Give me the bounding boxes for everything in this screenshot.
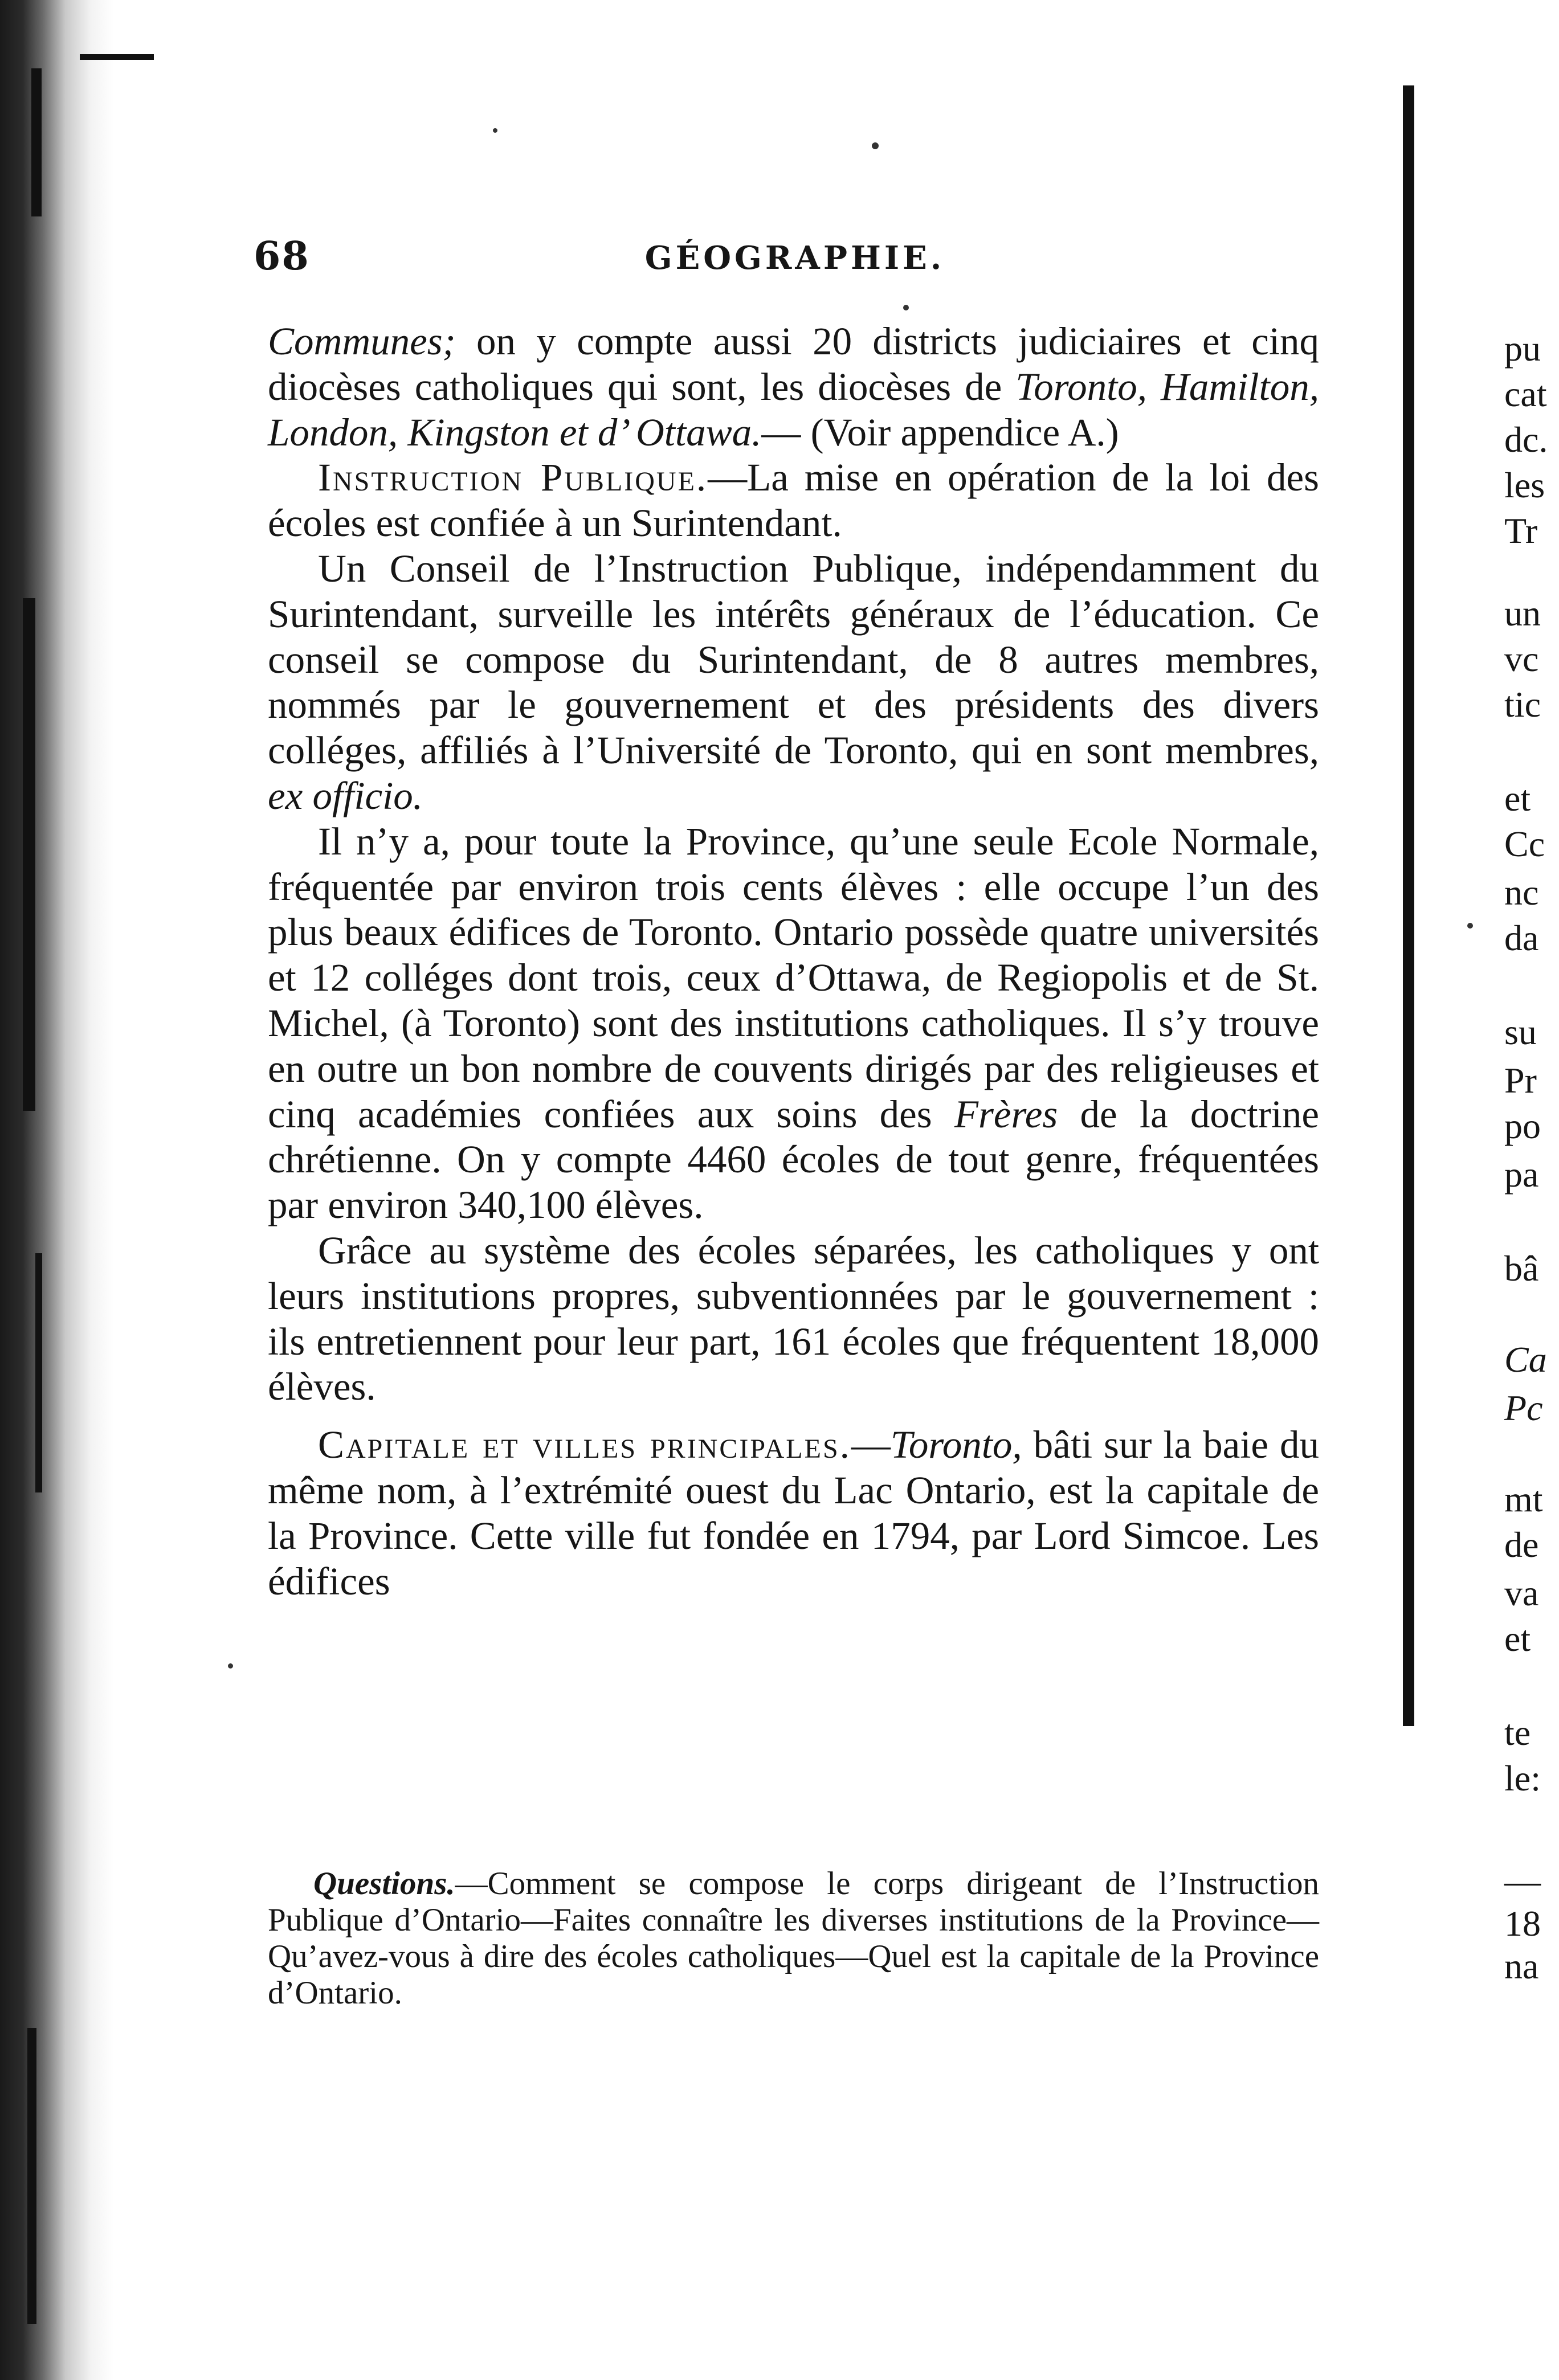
- paragraph-text: Il n’y a, pour toute la Province, qu’une seule Ecole Normale, fréquentée par environ trois cents élèves : elle occupe l’un des plus beaux édifices de Toronto. Ontario possède quatre universités et 12 colléges dont trois, ceux d’Ottawa, de Regiopolis et de St. Michel, (à Toronto) sont des institutions catholiques. Il s’y trouve en outre un bon nombre de couvents dirigés par des religieuses et cinq académies confiées aux soins des: [268, 819, 1319, 1136]
- paragraph-text: Grâce au système des écoles séparées, les catholiques y ont leurs institutions propres, subventionnées par le gouvernement : ils entretiennent pour leur part, 161 écoles que fréquentent 18,000 élèves.: [268, 1228, 1319, 1409]
- italic-term: Communes;: [268, 320, 456, 363]
- section-heading: Capitale et villes principales.: [318, 1423, 851, 1467]
- binding-mark: [35, 1253, 42, 1492]
- facing-fragment: pa: [1504, 1154, 1539, 1195]
- facing-fragment: pu: [1504, 328, 1541, 369]
- facing-fragment: te: [1504, 1712, 1531, 1753]
- paragraph-text: on y compte aussi 20 districts judiciaires et cinq diocèses catholiques qui sont, les diocèses de: [268, 320, 1319, 408]
- facing-fragment: nc: [1504, 872, 1539, 913]
- gutter-line: [1403, 85, 1414, 1726]
- running-title: GÉOGRAPHIE.: [644, 239, 945, 277]
- binding-mark: [27, 2028, 36, 2324]
- facing-fragment: le:: [1504, 1758, 1541, 1798]
- facing-fragment: vc: [1504, 639, 1539, 679]
- section-heading: Instruction Publique.: [318, 456, 708, 500]
- facing-fragment: Cc: [1504, 824, 1545, 864]
- facing-fragment: va: [1504, 1573, 1539, 1613]
- questions-footnote: [268, 1866, 1319, 2011]
- facing-fragment: et: [1504, 1618, 1531, 1659]
- facing-fragment: mt: [1504, 1479, 1543, 1519]
- page-number: 68: [254, 234, 310, 279]
- main-text: [268, 319, 1319, 1604]
- binding-mark: [31, 68, 42, 216]
- paragraph-text: de la doctrine chrétienne. On y compte 4460 écoles de tout genre, fréquentées par environ 340,100 élèves.: [268, 1092, 1319, 1227]
- scan-speck: [903, 305, 909, 310]
- italic-term: Toronto, Hamilton, London, Kingston et d’ Ottawa.: [268, 365, 1319, 454]
- binding-mark: [80, 54, 154, 60]
- facing-fragment: cat: [1504, 374, 1547, 414]
- facing-page-fragments: [1504, 328, 1559, 1809]
- facing-fragment: et: [1504, 778, 1531, 819]
- paragraph-communes: [268, 319, 1319, 455]
- paragraph-capitale: [268, 1422, 1319, 1604]
- questions-text: —Comment se compose le corps dirigeant de l’Instruction Publique d’Ontario—Faites connaître les diverses institutions de la Province—Qu’avez-vous à dire des écoles catholiques—Quel est la capitale de la Province d’Ontario.: [268, 1866, 1319, 2011]
- page-header: [254, 234, 1336, 285]
- italic-term: Toronto,: [890, 1423, 1022, 1467]
- facing-fragment: Pr: [1504, 1060, 1537, 1101]
- paragraph-ecole-normale: [268, 819, 1319, 1228]
- facing-fragment: Pc: [1504, 1388, 1543, 1428]
- facing-fragment: na: [1504, 1946, 1539, 1986]
- facing-fragment: Tr: [1504, 510, 1538, 551]
- scan-speck: [1467, 923, 1473, 929]
- scan-binding-edge: [0, 0, 114, 2380]
- scan-speck: [872, 142, 879, 149]
- facing-fragment: Ca: [1504, 1339, 1547, 1380]
- facing-fragment: bâ: [1504, 1248, 1539, 1289]
- facing-page-footnote-fragments: [1504, 1860, 1559, 2008]
- binding-mark: [23, 598, 35, 1111]
- facing-fragment: tic: [1504, 684, 1541, 725]
- paragraph-instruction-publique: [268, 455, 1319, 546]
- facing-fragment: les: [1504, 465, 1545, 505]
- paragraph-text: Un Conseil de l’Instruction Publique, indépendamment du Surintendant, surveille les intérêts généraux de l’éducation. Ce conseil se compose du Surintendant, de 8 autres membres, nommés par le gouvernement et des présidents des divers colléges, affiliés à l’Université de Toronto, qui en sont membres,: [268, 546, 1319, 772]
- italic-term: ex officio.: [268, 774, 423, 817]
- facing-fragment: da: [1504, 918, 1539, 958]
- facing-fragment: —: [1504, 1860, 1541, 1901]
- questions-label: Questions.: [313, 1866, 455, 1901]
- paragraph-text: —: [851, 1423, 891, 1467]
- paragraph-ecoles-separees: [268, 1228, 1319, 1410]
- paragraph-text: —La mise en opération de la loi des écoles est confiée à un Surintendant.: [268, 456, 1319, 545]
- facing-fragment: 18: [1504, 1903, 1541, 1944]
- facing-fragment: dc.: [1504, 419, 1548, 460]
- facing-fragment: un: [1504, 593, 1541, 633]
- italic-term: Frères: [954, 1092, 1058, 1136]
- scan-speck: [228, 1663, 233, 1669]
- facing-fragment: po: [1504, 1106, 1541, 1146]
- paragraph-text: bâti sur la baie du même nom, à l’extrémité ouest du Lac Ontario, est la capitale de la Province. Cette ville fut fondée en 1794, par Lord Simcoe. Les édifices: [268, 1423, 1319, 1603]
- paragraph-text: — (Voir appendice A.): [761, 410, 1119, 454]
- paragraph-conseil: [268, 546, 1319, 819]
- facing-fragment: de: [1504, 1524, 1539, 1565]
- facing-fragment: su: [1504, 1012, 1537, 1052]
- scan-speck: [493, 128, 497, 133]
